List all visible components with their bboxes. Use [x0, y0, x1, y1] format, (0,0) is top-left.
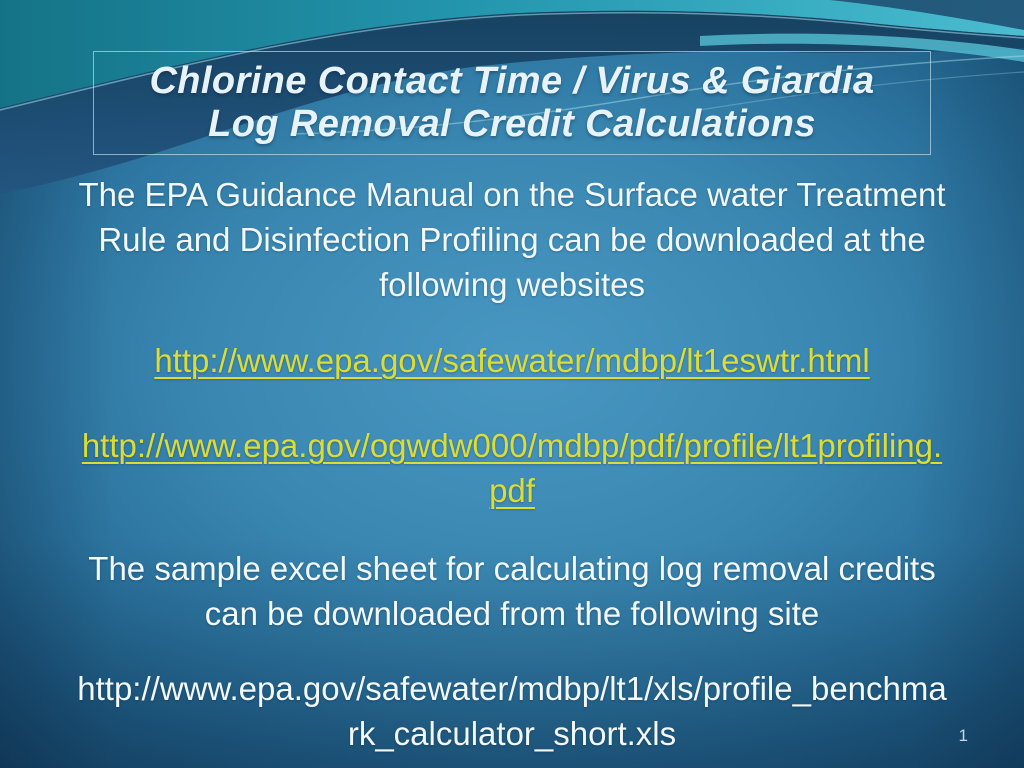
- eswtr-hyperlink[interactable]: [40, 338, 984, 383]
- excel-sheet-paragraph: [40, 546, 984, 636]
- intro-paragraph: [40, 172, 984, 307]
- title-box: [93, 51, 931, 155]
- page-number: 1: [958, 726, 968, 745]
- calculator-url-line-1: http://www.epa.gov/safewater/mdbp/lt1/xls/profile_benchma: [77, 670, 947, 707]
- excel-sheet-paragraph-line-1: The sample excel sheet for calculating log removal credits: [88, 550, 936, 587]
- intro-paragraph-line-2: Rule and Disinfection Profiling can be downloaded at the: [98, 221, 926, 258]
- profiling-pdf-hyperlink-line-2[interactable]: pdf: [489, 472, 535, 509]
- calculator-url-line-2: rk_calculator_short.xls: [347, 715, 677, 752]
- excel-sheet-paragraph-line-2: can be downloaded from the following site: [204, 595, 820, 632]
- slide-title-line-2: Log Removal Credit Calculations: [208, 103, 816, 145]
- slide-title-line-1: Chlorine Contact Time / Virus & Giardia: [149, 60, 875, 102]
- profiling-pdf-hyperlink-line-1[interactable]: http://www.epa.gov/ogwdw000/mdbp/pdf/profile/lt1profiling.: [81, 427, 943, 464]
- intro-paragraph-line-3: following websites: [379, 266, 645, 303]
- profiling-pdf-hyperlink[interactable]: [40, 423, 984, 513]
- calculator-url-text: [40, 666, 984, 756]
- eswtr-hyperlink-text[interactable]: http://www.epa.gov/safewater/mdbp/lt1eswtr.html: [154, 342, 870, 379]
- intro-paragraph-line-1: The EPA Guidance Manual on the Surface water Treatment: [78, 176, 946, 213]
